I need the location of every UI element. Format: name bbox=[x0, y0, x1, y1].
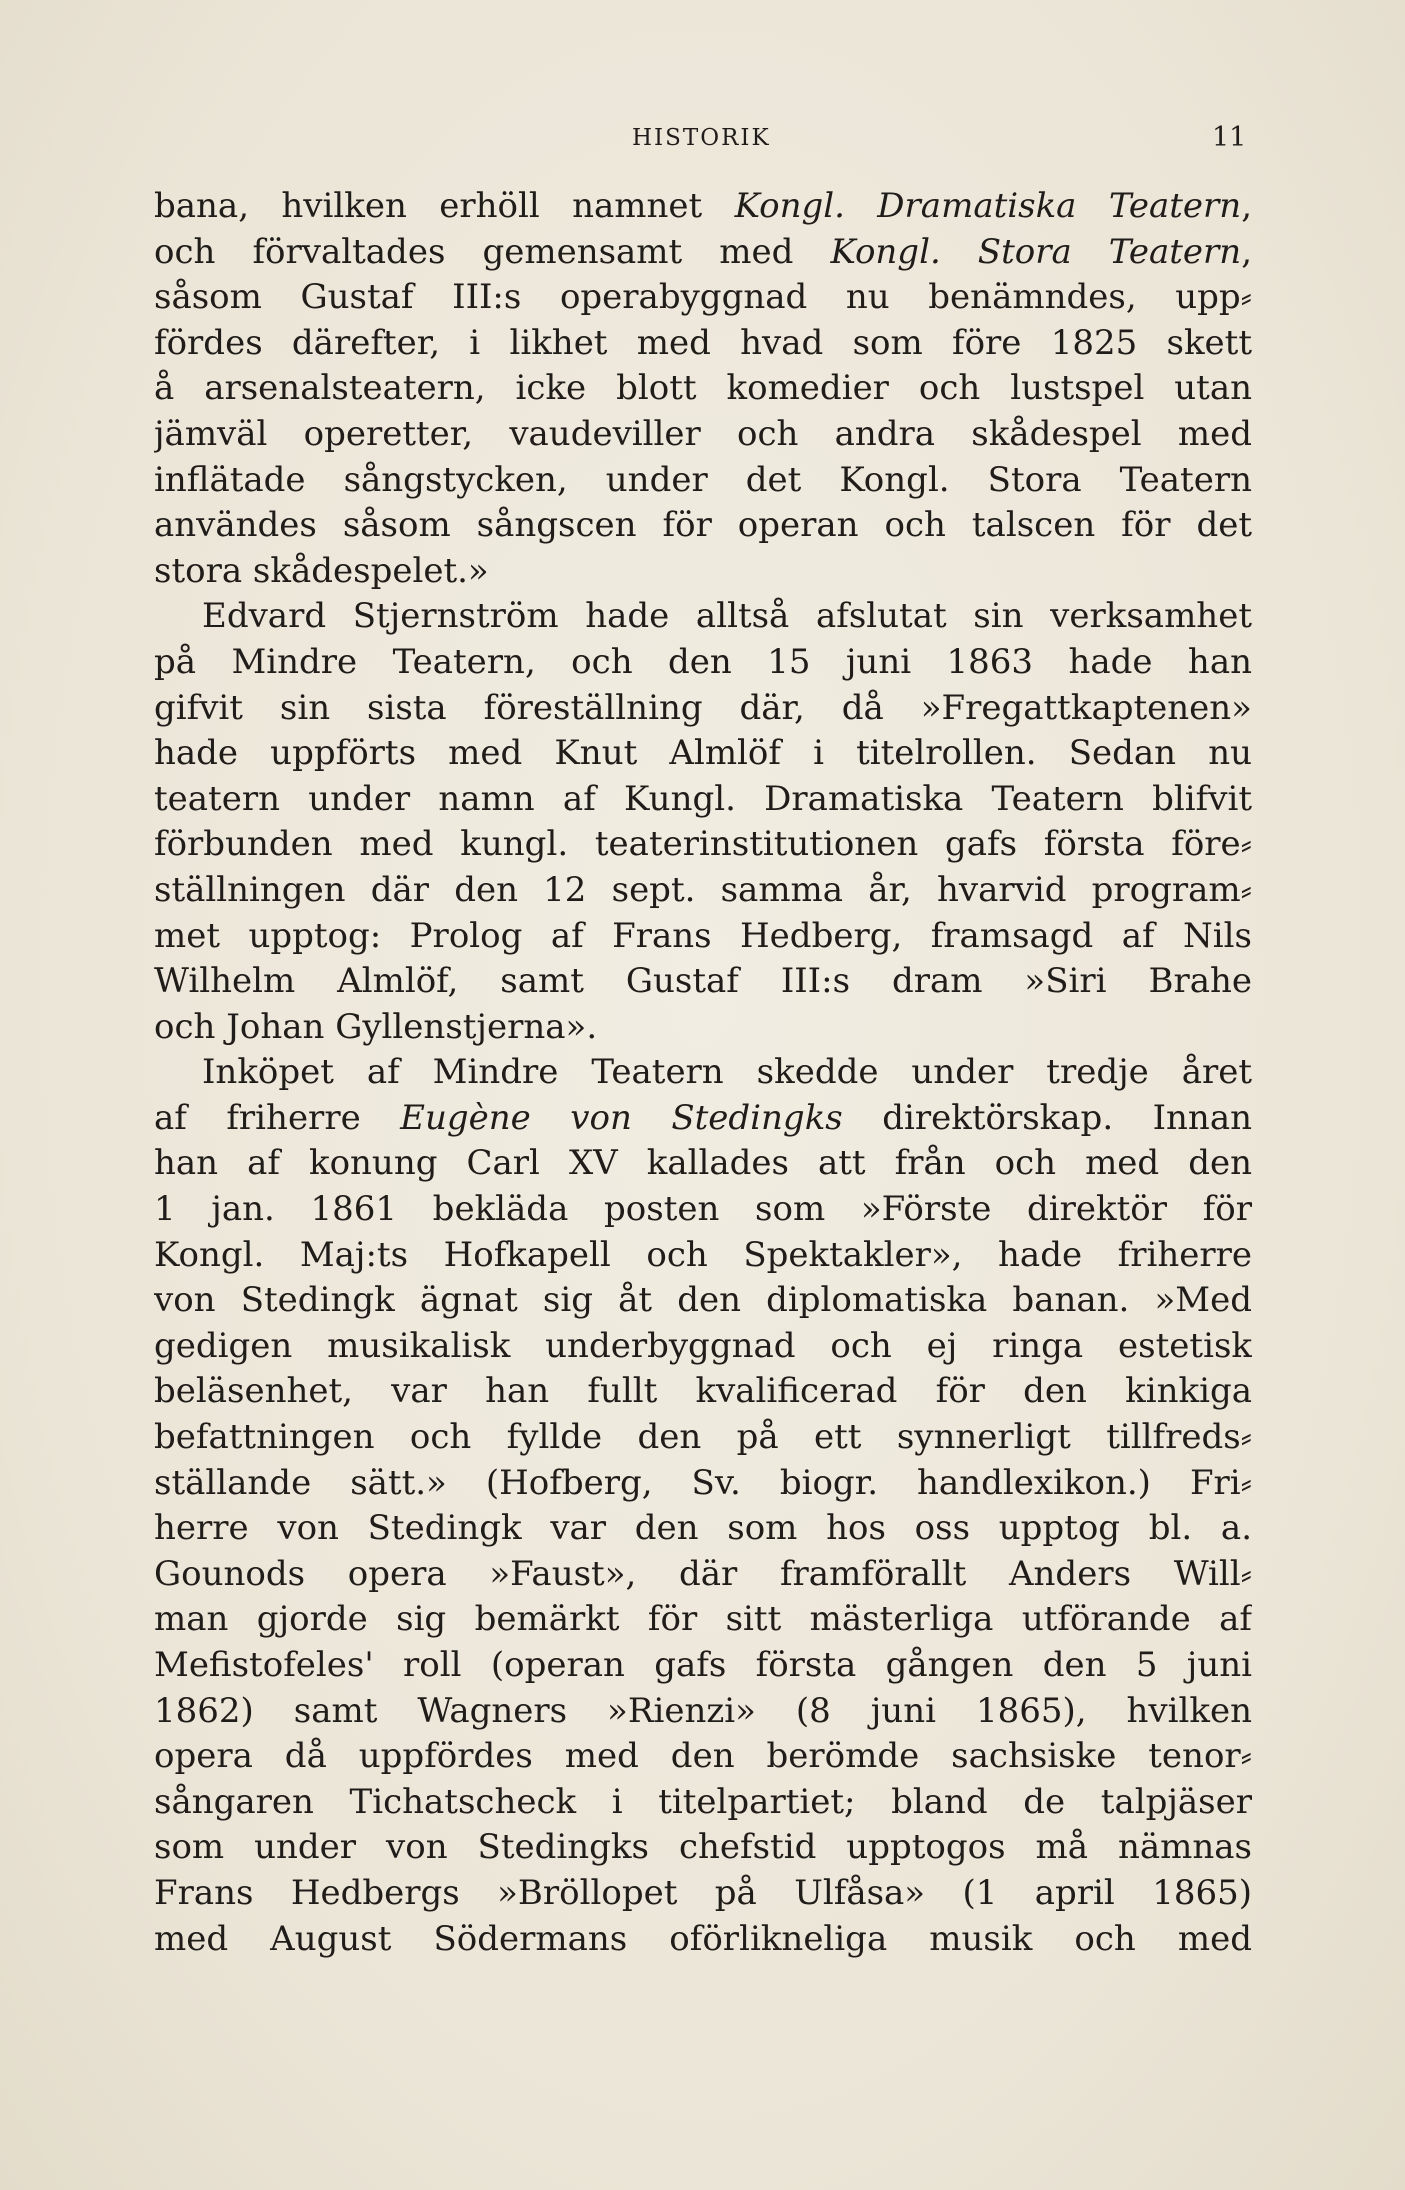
text-line: teatern under namn af Kungl. Dramatiska Teatern blifvit bbox=[154, 778, 1252, 819]
text-line: som under von Stedingks chefstid upptogos må nämnas bbox=[154, 1827, 1252, 1868]
text-line: Frans Hedbergs »Bröllopet på Ulfåsa» (1 april 1865) bbox=[154, 1872, 1252, 1913]
text-line: såsom Gustaf III:s operabyggnad nu benämndes, upp⸗ bbox=[154, 277, 1252, 318]
text-line: 1862) samt Wagners »Rienzi» (8 juni 1865), hvilken bbox=[154, 1690, 1252, 1731]
text-line: 1 jan. 1861 bekläda posten som »Förste direktör för bbox=[154, 1189, 1252, 1230]
text-line: beläsenhet, var han fullt kvalificerad för den kinkiga bbox=[154, 1371, 1252, 1412]
text-line: Wilhelm Almlöf, samt Gustaf III:s dram »Siri Brahe bbox=[154, 961, 1252, 1002]
text-line: användes såsom sångscen för operan och talscen för det bbox=[154, 505, 1252, 546]
text-line: bana, hvilken erhöll namnet Kongl. Dramatiska Teatern, bbox=[154, 186, 1252, 226]
text-line: von Stedingk ägnat sig åt den diplomatiska banan. »Med bbox=[154, 1280, 1252, 1321]
text-line: hade uppförts med Knut Almlöf i titelrollen. Sedan nu bbox=[154, 733, 1252, 774]
text-line: han af konung Carl XV kallades att från och med den bbox=[154, 1143, 1252, 1184]
text-line: herre von Stedingk var den som hos oss upptog bl. a. bbox=[154, 1508, 1252, 1549]
text-line: man gjorde sig bemärkt för sitt mästerliga utförande af bbox=[154, 1599, 1252, 1640]
text-line: Kongl. Maj:ts Hofkapell och Spektakler», hade friherre bbox=[154, 1234, 1252, 1275]
text-line: Edvard Stjernström hade alltså afslutat sin verksamhet bbox=[202, 596, 1252, 637]
text-line: förbunden med kungl. teaterinstitutionen gafs första före⸗ bbox=[154, 824, 1252, 865]
text-line: fördes därefter, i likhet med hvad som före 1825 skett bbox=[154, 322, 1252, 363]
text-line: och förvaltades gemensamt med Kongl. Stora Teatern, bbox=[154, 231, 1252, 272]
text-line: på Mindre Teatern, och den 15 juni 1863 hade han bbox=[154, 641, 1252, 682]
text-line: befattningen och fyllde den på ett synnerligt tillfreds⸗ bbox=[154, 1417, 1252, 1458]
text-line: gifvit sin sista föreställning där, då »Fregattkaptenen» bbox=[154, 687, 1252, 728]
text-line: af friherre Eugène von Stedingks direktörskap. Innan bbox=[154, 1097, 1252, 1138]
text-line: Inköpet af Mindre Teatern skedde under tredje året bbox=[202, 1052, 1252, 1093]
text-line: med August Södermans oförlikneliga musik och med bbox=[154, 1918, 1252, 1959]
text-line: sångaren Tichatscheck i titelpartiet; bland de talpjäser bbox=[154, 1781, 1252, 1822]
text-line: Gounods opera »Faust», där framförallt Anders Will⸗ bbox=[154, 1553, 1252, 1594]
text-line: och Johan Gyllenstjerna». bbox=[154, 1006, 598, 1047]
text-line: å arsenalsteatern, icke blott komedier och lustspel utan bbox=[154, 368, 1252, 409]
body-text bbox=[154, 184, 1252, 1962]
text-line: stora skådespelet.» bbox=[154, 550, 489, 591]
text-line: opera då uppfördes med den berömde sachsiske tenor⸗ bbox=[154, 1736, 1252, 1777]
text-line: ställningen där den 12 sept. samma år, hvarvid program⸗ bbox=[154, 869, 1252, 910]
text-line: met upptog: Prolog af Frans Hedberg, framsagd af Nils bbox=[154, 915, 1252, 956]
text-line: gedigen musikalisk underbyggnad och ej ringa estetisk bbox=[154, 1325, 1252, 1366]
page-number: 11 bbox=[1212, 122, 1247, 153]
running-header bbox=[0, 118, 1405, 158]
text-line: Mefistofeles' roll (operan gafs första gången den 5 juni bbox=[154, 1645, 1252, 1685]
text-line: inflätade sångstycken, under det Kongl. Stora Teatern bbox=[154, 459, 1252, 500]
text-line: jämväl operetter, vaudeviller och andra skådespel med bbox=[154, 413, 1252, 454]
text-line: ställande sätt.» (Hofberg, Sv. biogr. handlexikon.) Fri⸗ bbox=[154, 1462, 1252, 1503]
running-title: HISTORIK bbox=[632, 125, 771, 151]
